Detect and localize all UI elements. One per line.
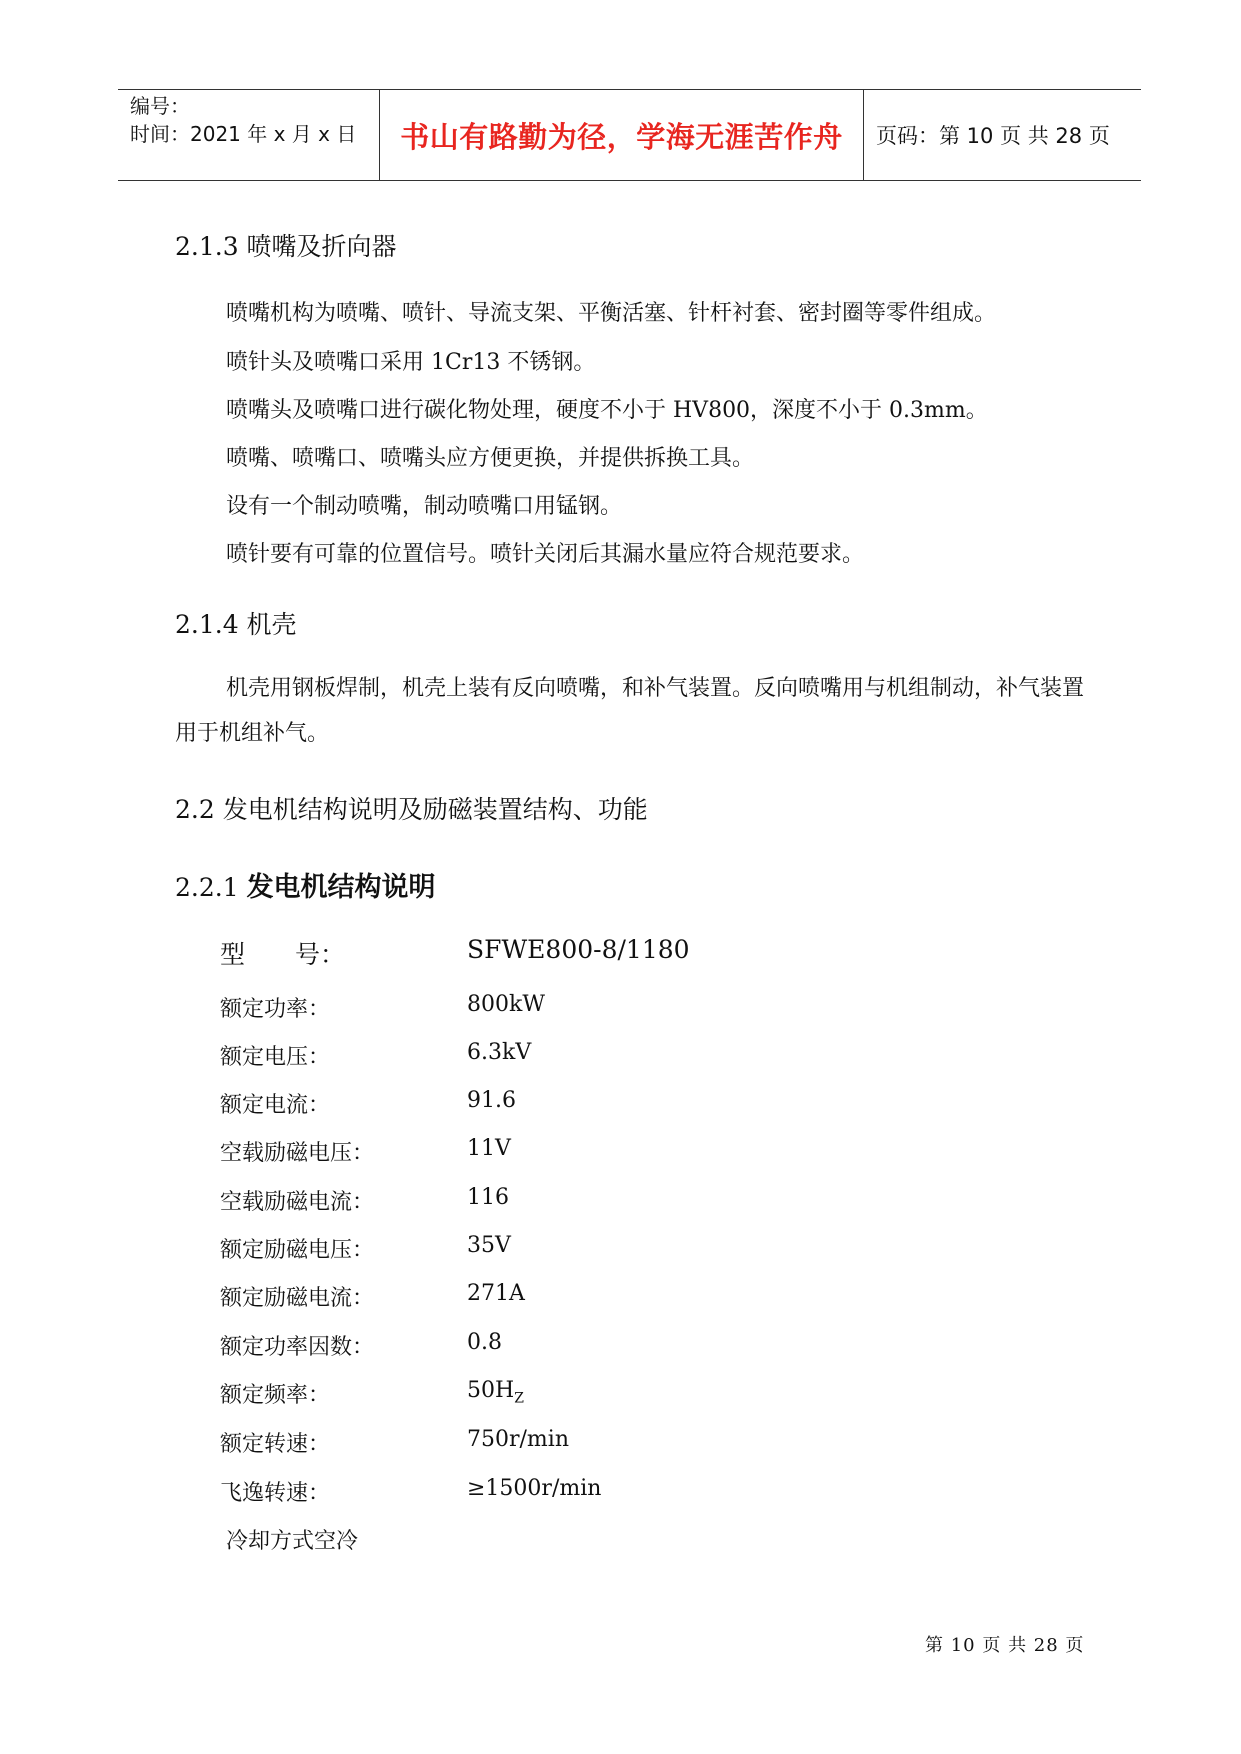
spec-label: 额定电压： (220, 1045, 331, 1070)
section-2-2-1-title (175, 865, 436, 904)
cooling-line: 冷却方式空冷 (226, 1529, 359, 1554)
paragraph-line: 设有一个制动喷嘴，制动喷嘴口用锰钢。 (226, 494, 623, 519)
spec-value: 0.8 (467, 1330, 502, 1355)
spec-value-frequency (467, 1378, 524, 1406)
spec-value: 6.3kV (467, 1040, 532, 1065)
spec-label: 额定转速： (220, 1432, 331, 1457)
spec-label: 额定电流： (220, 1093, 331, 1118)
spec-label-model: 型 号： (220, 940, 346, 969)
header-page-info: 页码：第 10 页 共 28 页 (876, 124, 1110, 148)
doc-time: 时间：2021 年 x 月 x 日 (130, 122, 357, 146)
section-title-text: 发电机结构说明 (246, 872, 436, 903)
spec-value: 35V (467, 1233, 511, 1258)
spec-value: 116 (467, 1185, 509, 1210)
spec-value: 750r/min (467, 1427, 569, 1452)
spec-value: 271A (467, 1281, 525, 1306)
spec-value: 800kW (467, 992, 545, 1017)
spec-value: 11V (467, 1136, 511, 1161)
paragraph-line: 喷嘴机构为喷嘴、喷针、导流支架、平衡活塞、针杆衬套、密封圈等零件组成。 (226, 301, 997, 326)
section-2-1-4-title: 2.1.4 机壳 (175, 610, 297, 639)
spec-value: ≥1500r/min (467, 1476, 602, 1501)
spec-label: 飞逸转速： (220, 1481, 331, 1506)
header-meta (118, 90, 379, 180)
doc-number-label: 编号： (130, 94, 190, 118)
shell-paragraph: 机壳用钢板焊制，机壳上装有反向喷嘴，和补气装置。反向喷嘴用与机组制动，补气装置用于机组补气。 (175, 676, 1085, 746)
spec-label: 额定励磁电流： (220, 1286, 375, 1311)
spec-label: 额定频率： (220, 1383, 331, 1408)
spec-label: 空载励磁电压： (220, 1141, 375, 1166)
spec-label: 额定功率： (220, 997, 331, 1022)
paragraph-line: 喷针要有可靠的位置信号。喷针关闭后其漏水量应符合规范要求。 (226, 542, 865, 567)
frequency-value: 50H (467, 1378, 515, 1403)
header-motto: 书山有路勤为径，学海无涯苦作舟 (400, 119, 843, 154)
frequency-unit-subscript: Z (514, 1390, 524, 1407)
paragraph-line: 喷嘴头及喷嘴口进行碳化物处理，硬度不小于 HV800，深度不小于 0.3mm。 (226, 398, 988, 423)
spec-value: 91.6 (467, 1088, 516, 1113)
section-number: 2.2.1 (175, 873, 247, 902)
paragraph-line: 喷针头及喷嘴口采用 1Cr13 不锈钢。 (226, 350, 596, 375)
section-2-2-title: 2.2 发电机结构说明及励磁装置结构、功能 (175, 795, 648, 824)
section-2-1-3-title: 2.1.3 喷嘴及折向器 (175, 232, 397, 261)
header-motto-cell (379, 90, 864, 180)
page-header (118, 89, 1141, 181)
spec-label: 额定功率因数： (220, 1335, 375, 1360)
spec-value-model: SFWE800-8/1180 (467, 935, 690, 964)
spec-label: 额定励磁电压： (220, 1238, 375, 1263)
paragraph-line: 喷嘴、喷嘴口、喷嘴头应方便更换，并提供拆换工具。 (226, 446, 755, 471)
spec-label: 空载励磁电流： (220, 1190, 375, 1215)
page-footer: 第 10 页 共 28 页 (925, 1635, 1085, 1656)
